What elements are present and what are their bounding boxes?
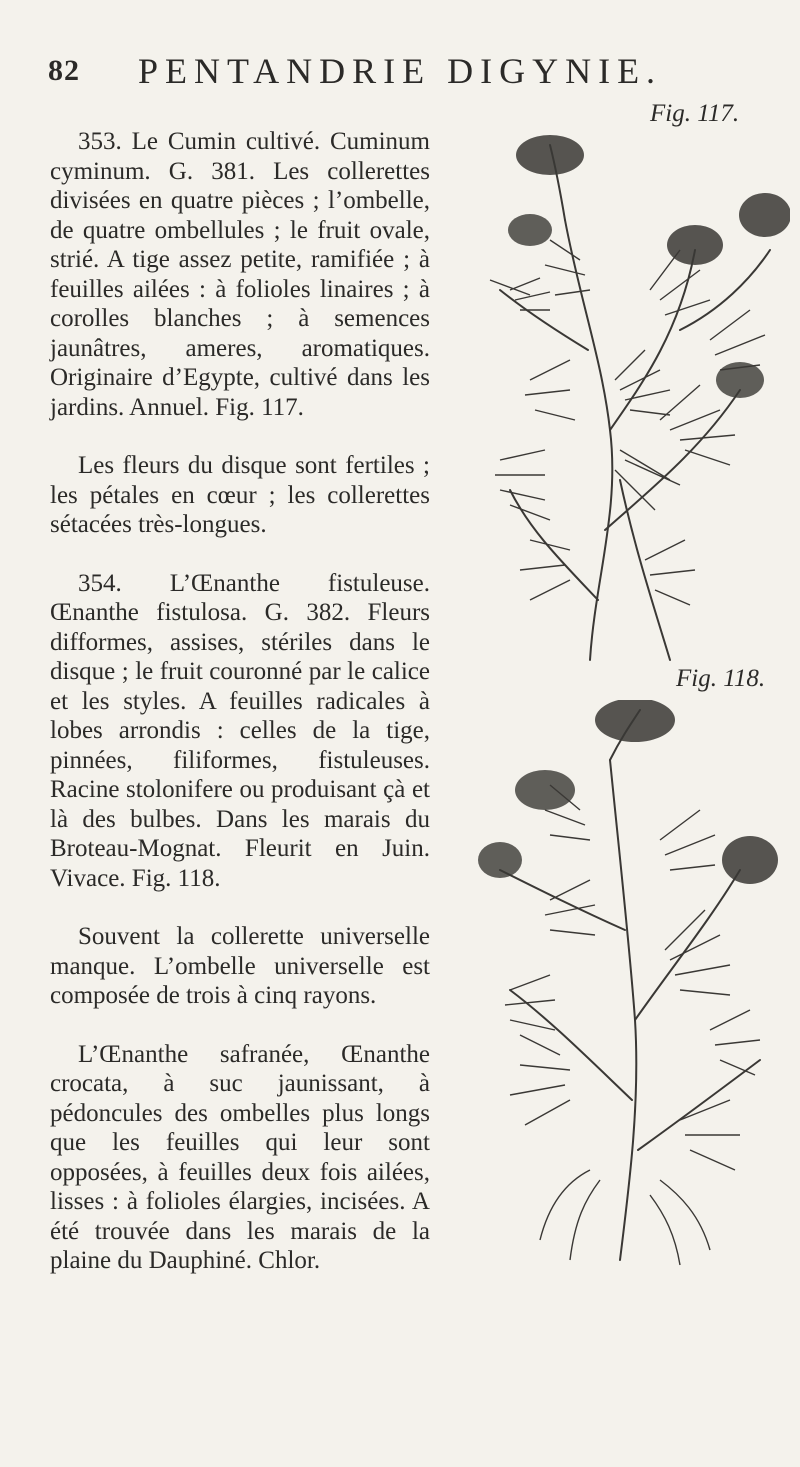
fig-118-illustration: [470, 700, 790, 1290]
entry-cumin: 353. Le Cumin cultivé. Cuminum cyminum. G. 381. Les collerettes divisées en quatre pièces ; l’ombelle, de quatre ombellules ; le fruit ovale, strié. A tige assez petite, ramifiée ; à feuilles ailées : à folioles linaires ; à corolles blanches ; à semences jaunâtres, ameres, aromatiques. Originaire d’Egypte, cultivé dans les jardins. Annuel. Fig. 117.: [50, 128, 430, 421]
umbel: [722, 836, 778, 884]
cumin-engraving: [470, 130, 790, 670]
umbel: [515, 770, 575, 810]
stem: [565, 220, 612, 660]
stem: [610, 250, 695, 430]
leaves: [505, 785, 760, 1265]
leaves: [490, 240, 765, 605]
running-head: [48, 50, 752, 90]
stem: [500, 290, 588, 350]
stem: [500, 870, 625, 930]
stem: [510, 490, 598, 600]
entry-oenanthe-note: Souvent la collerette universelle manque. L’ombelle universelle est composée de trois à cinq rayons.: [50, 923, 430, 1009]
fig-117-illustration: [470, 130, 790, 670]
umbel: [516, 135, 584, 175]
fig-118-label: Fig. 118.: [676, 665, 766, 692]
umbel: [508, 214, 552, 246]
running-head-title: PENTANDRIE DIGYNIE.: [138, 51, 663, 91]
stem: [510, 990, 632, 1100]
text-column: [50, 127, 430, 1305]
entry-oenanthe-crocata: L’Œnanthe safranée, Œnanthe crocata, à suc jaunissant, à pédoncules des ombelles plus longs que les feuilles qui leur sont opposées, à feuilles deux fois ailées, lisses : à folioles élargies, incisées. A été trouvée dans les marais de la plaine du Dauphiné. Chlor.: [50, 1040, 430, 1274]
fig-117-label: Fig. 117.: [650, 100, 740, 127]
oenanthe-engraving: [470, 700, 790, 1290]
stem: [635, 870, 740, 1020]
umbels: [478, 700, 778, 884]
stem: [620, 480, 670, 660]
umbel: [595, 700, 675, 742]
umbel: [478, 842, 522, 878]
entry-oenanthe-fistulosa: 354. L’Œnanthe fistuleuse. Œnanthe fistulosa. G. 382. Fleurs difformes, assises, stériles dans le disque ; le fruit couronné par le calice et les styles. A feuilles radicales à lobes arrondis : celles de la tige, pinnées, filiformes, fistuleuses. Racine stolonifere ou produisant çà et là des bulbes. Dans les marais du Broteau-Mognat. Fleurit en Juin. Vivace. Fig. 118.: [50, 569, 430, 892]
stem: [638, 1060, 760, 1150]
umbel: [739, 193, 790, 237]
page-number: 82: [48, 54, 80, 87]
umbel: [667, 225, 723, 265]
stem: [610, 760, 636, 1260]
entry-cumin-note: Les fleurs du disque sont fertiles ; les pétales en cœur ; les collerettes sétacées très-longues.: [50, 452, 430, 538]
